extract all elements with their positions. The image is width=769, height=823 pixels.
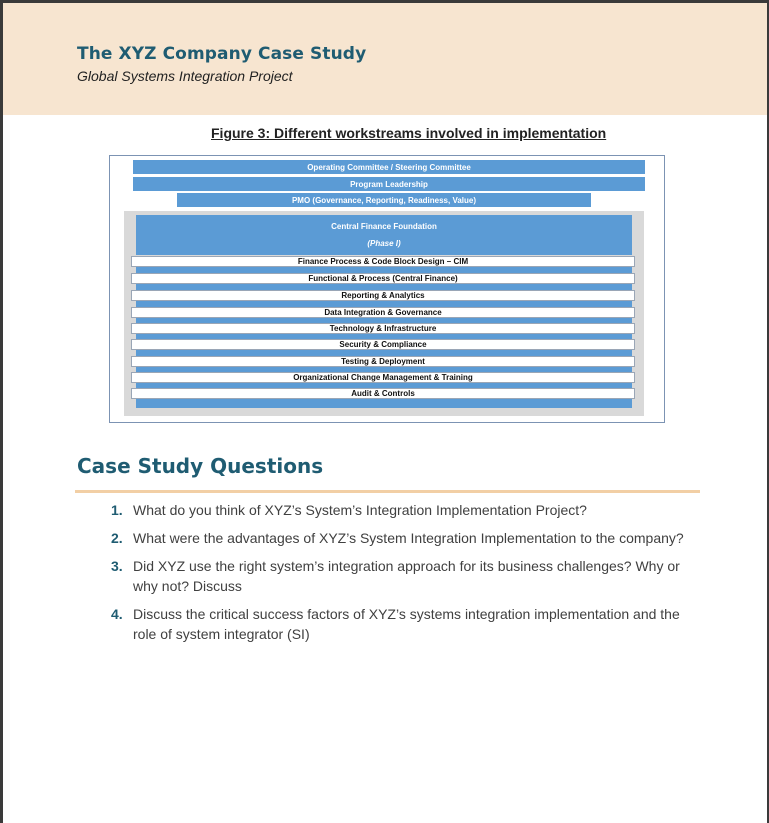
question-number: 2. — [111, 530, 123, 546]
workstream-bar: Security & Compliance — [131, 339, 635, 350]
question-item — [111, 604, 701, 644]
questions-heading: Case Study Questions — [77, 454, 324, 478]
workstream-bar: Finance Process & Code Block Design – CIM — [131, 256, 635, 267]
central-finance-foundation — [136, 215, 632, 255]
figure-caption: Figure 3: Different workstreams involved in implementation — [211, 125, 607, 141]
document-subtitle: Global Systems Integration Project — [77, 68, 293, 84]
question-number: 3. — [111, 558, 123, 574]
foundation-phase: (Phase I) — [367, 239, 401, 248]
window-left-edge — [0, 0, 3, 823]
section-divider — [75, 490, 700, 493]
workstream-bar: Testing & Deployment — [131, 356, 635, 367]
workstream-bar: Audit & Controls — [131, 388, 635, 399]
steering-committee-bar: Operating Committee / Steering Committee — [133, 160, 645, 174]
foundation-title: Central Finance Foundation — [331, 222, 437, 231]
foundation-base-bar — [136, 399, 632, 408]
question-number: 4. — [111, 606, 123, 622]
workstream-bar: Data Integration & Governance — [131, 307, 635, 318]
question-item — [111, 500, 701, 520]
questions-list — [111, 500, 701, 652]
question-text: What do you think of XYZ’s System’s Integration Implementation Project? — [133, 502, 587, 518]
workstream-bar: Reporting & Analytics — [131, 290, 635, 301]
question-item — [111, 528, 701, 548]
question-text: Did XYZ use the right system’s integration approach for its business challenges? Why or why not? Discuss — [133, 558, 680, 594]
question-item — [111, 556, 701, 596]
workstream-bar: Technology & Infrastructure — [131, 323, 635, 334]
workstream-bar: Functional & Process (Central Finance) — [131, 273, 635, 284]
pmo-bar: PMO (Governance, Reporting, Readiness, Value) — [177, 193, 591, 207]
program-leadership-bar: Program Leadership — [133, 177, 645, 191]
question-text: Discuss the critical success factors of XYZ’s systems integration implementation and the role of system integrator (SI) — [133, 606, 680, 642]
document-title: The XYZ Company Case Study — [77, 44, 367, 64]
workstream-bar: Organizational Change Management & Training — [131, 372, 635, 383]
question-text: What were the advantages of XYZ’s System Integration Implementation to the company? — [133, 530, 684, 546]
question-number: 1. — [111, 502, 123, 518]
